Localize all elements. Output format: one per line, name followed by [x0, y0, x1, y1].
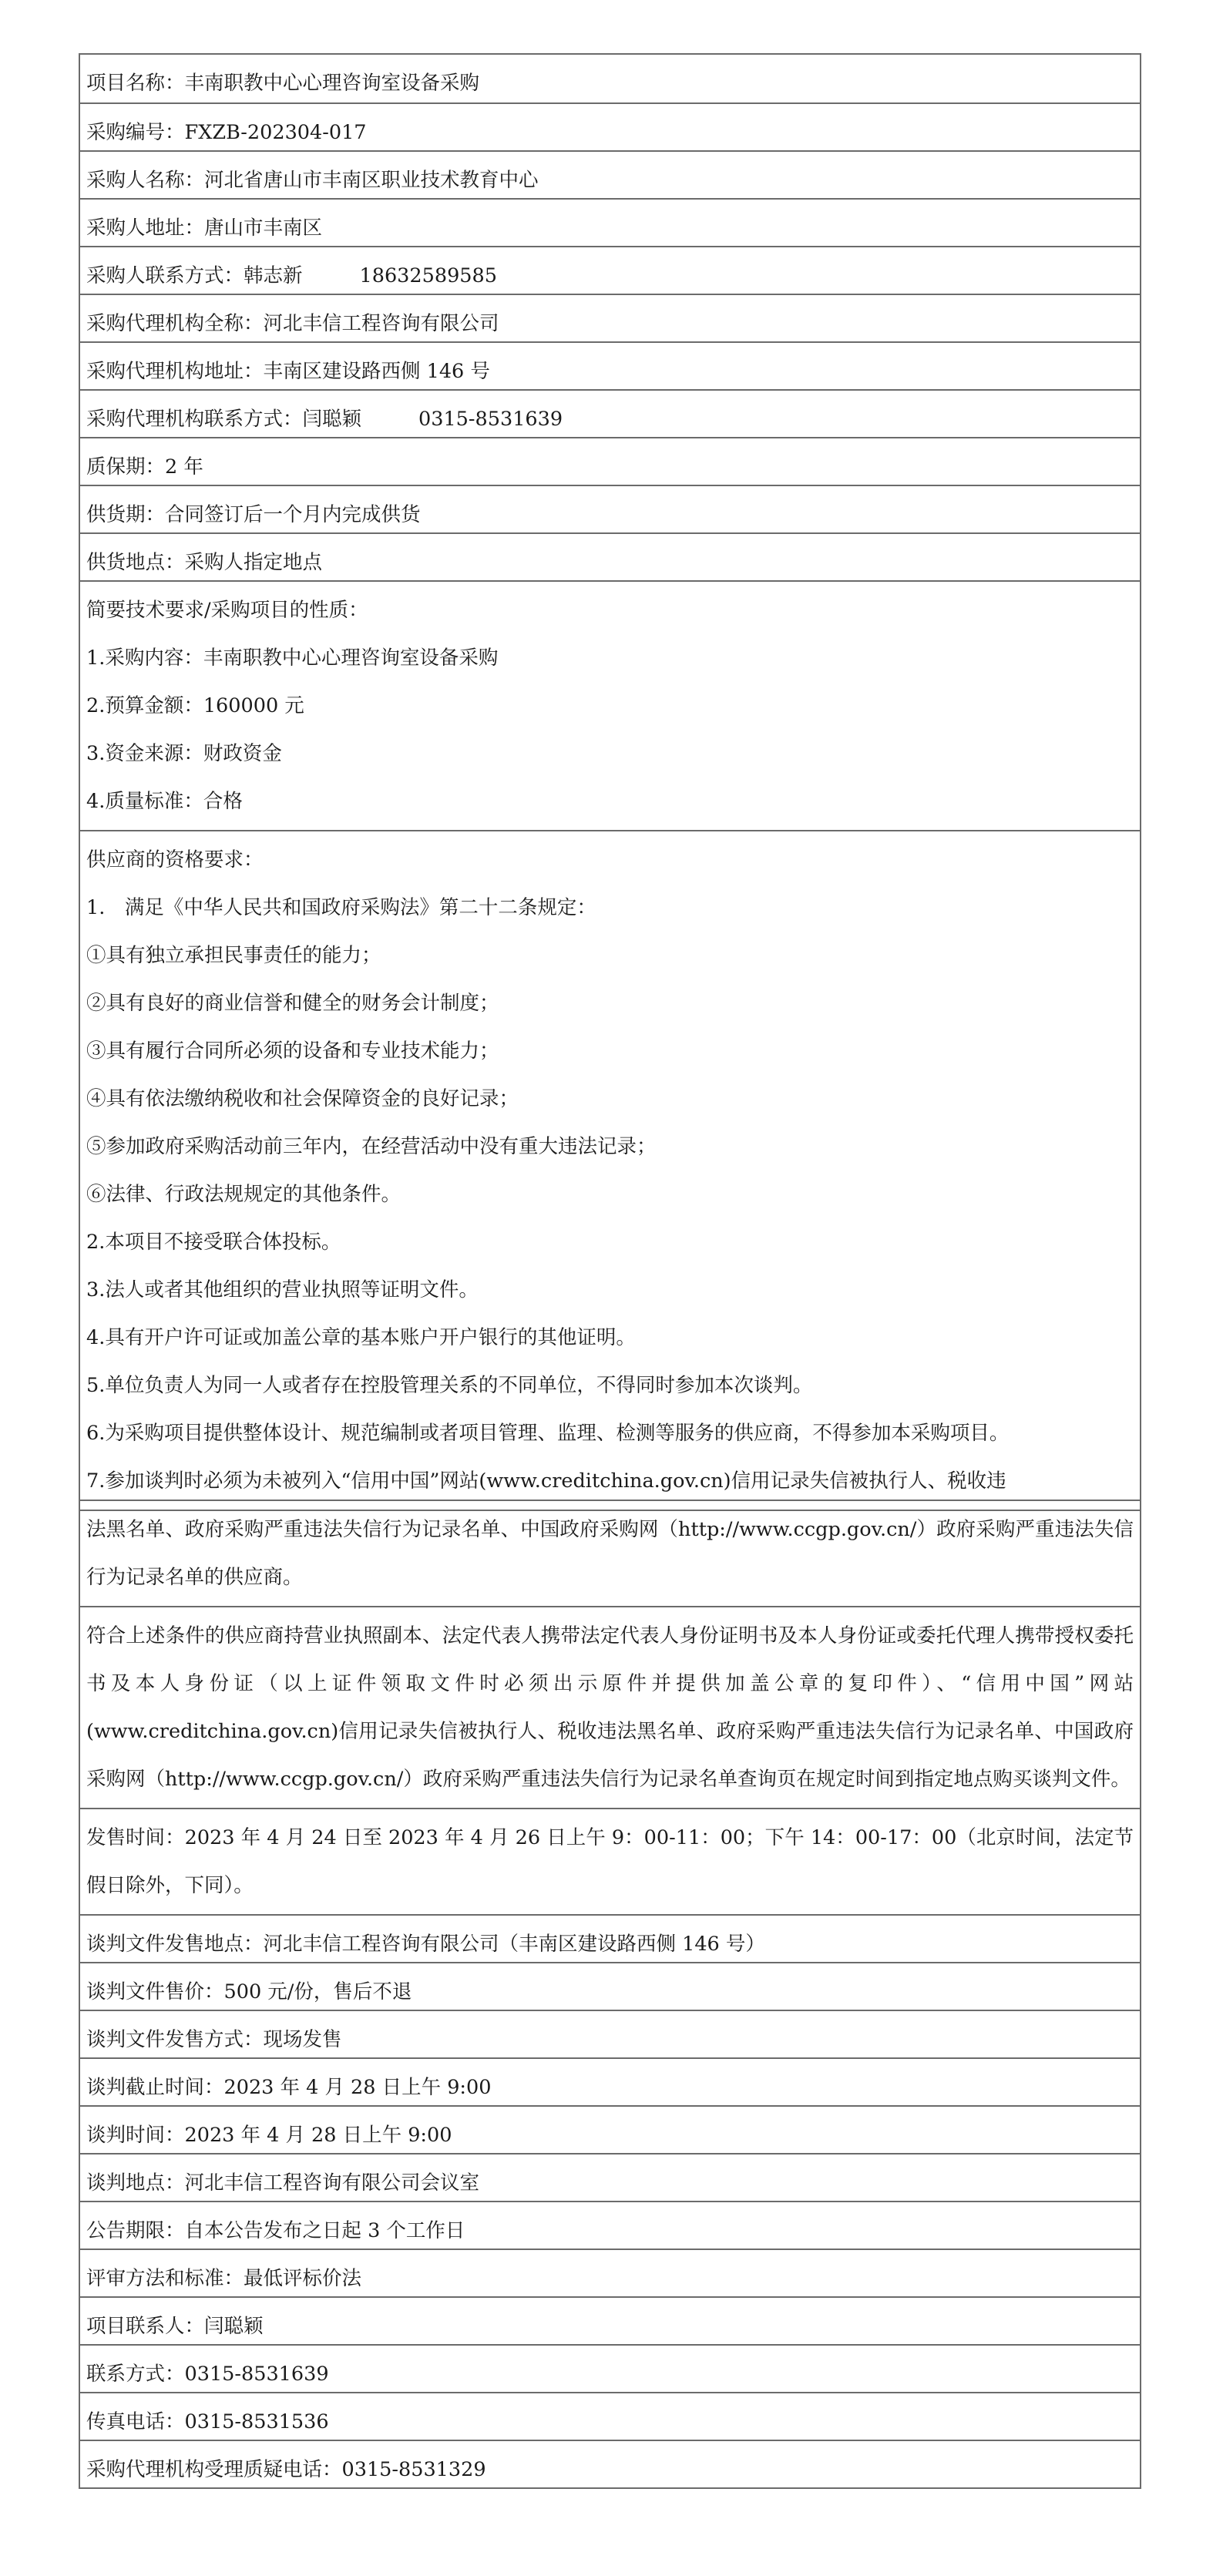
- qualification-item: 3.法人或者其他组织的营业执照等证明文件。: [86, 1278, 479, 1301]
- purchaser-address-row: [80, 198, 1140, 246]
- qualifications-heading: 供应商的资格要求：: [86, 848, 264, 872]
- qualification-item: ①具有独立承担民事责任的能力；: [86, 944, 381, 967]
- purchaser-name: 采购人名称：河北省唐山市丰南区职业技术教育中心: [86, 169, 539, 192]
- delivery-place-row: [80, 532, 1140, 580]
- qualification-item: ②具有良好的商业信誉和健全的财务会计制度；: [86, 992, 499, 1015]
- purchaser-contact-label: 采购人联系方式：韩志新: [86, 264, 303, 287]
- qualification-item: 5.单位负责人为同一人或者存在控股管理关系的不同单位，不得同时参加本次谈判。: [86, 1374, 813, 1397]
- tech-requirement-item: 3.资金来源：财政资金: [86, 742, 282, 765]
- procurement-info-table-page1: [79, 53, 1141, 1511]
- qualification-item: 4.具有开户许可证或加盖公章的基本账户开户银行的其他证明。: [86, 1326, 636, 1349]
- qualification-item: 6.为采购项目提供整体设计、规范编制或者项目管理、监理、检测等服务的供应商，不得参加本采购项目。: [86, 1422, 1010, 1445]
- project-name: 项目名称：丰南职教中心心理咨询室设备采购: [86, 72, 480, 95]
- evaluation-row: [80, 2249, 1140, 2296]
- procurement-no: 采购编号：FXZB-202304-017: [86, 121, 367, 144]
- tech-requirements-row: [80, 580, 1140, 830]
- purchaser-name-row: [80, 150, 1140, 198]
- agency-contact-phone: 0315-8531639: [418, 408, 563, 431]
- purchaser-address: 采购人地址：唐山市丰南区: [86, 217, 323, 240]
- sale-method-row: [80, 2010, 1140, 2057]
- tech-requirements-heading: 简要技术要求/采购项目的性质：: [86, 599, 368, 622]
- continuation-text: 法黑名单、政府采购严重违法失信行为记录名单、中国政府采购网（http://www.ccgp.gov.cn/）政府采购严重违法失信行为记录名单的供应商。: [86, 1518, 1134, 1589]
- qualification-item: 1. 满足《中华人民共和国政府采购法》第二十二条规定：: [86, 896, 596, 919]
- continuation-row: [80, 1501, 1140, 1606]
- qualification-item: ⑤参加政府采购活动前三年内，在经营活动中没有重大违法记录；: [86, 1135, 657, 1158]
- tech-requirement-item: 1.采购内容：丰南职教中心心理咨询室设备采购: [86, 647, 499, 670]
- sale-place-row: [80, 1914, 1140, 1962]
- qualification-item: ④具有依法缴纳税收和社会保障资金的良好记录；: [86, 1087, 519, 1110]
- sale-time-row: [80, 1808, 1140, 1914]
- evaluation: 评审方法和标准：最低评标价法: [86, 2267, 362, 2290]
- purchaser-contact-phone: 18632589585: [359, 264, 497, 287]
- delivery-period-row: [80, 485, 1140, 532]
- purchaser-contact-row: [80, 246, 1140, 294]
- purchase-conditions-text: 符合上述条件的供应商持营业执照副本、法定代表人携带法定代表人身份证明书及本人身份证或委托代理人携带授权委托书及本人身份证（以上证件领取文件时必须出示原件并提供加盖公章的复印件）、“信用中国”网站(www.creditchina.gov.cn)信用记录失信被执行人、税收违法黑名单、政府采购严重违法失信行为记录名单、中国政府采购网（http://www.ccgp.gov.cn/）政府采购严重违法失信行为记录名单查询页在规定时间到指定地点购买谈判文件。: [86, 1624, 1134, 1791]
- sale-time: 发售时间：2023 年 4 月 24 日至 2023 年 4 月 26 日上午 9：00-11：00；下午 14：00-17：00（北京时间，法定节假日除外，下同）。: [86, 1826, 1134, 1897]
- procurement-info-table-page2: [79, 1500, 1141, 2489]
- contact-phone-row: [80, 2344, 1140, 2392]
- tech-requirement-item: 4.质量标准：合格: [86, 790, 243, 813]
- contact-phone: 联系方式：0315-8531639: [86, 2363, 329, 2386]
- agency-contact-row: [80, 389, 1140, 437]
- sale-method: 谈判文件发售方式：现场发售: [86, 2028, 342, 2051]
- delivery-period: 供货期：合同签订后一个月内完成供货: [86, 503, 421, 526]
- fax: 传真电话：0315-8531536: [86, 2410, 329, 2433]
- qualification-item: ③具有履行合同所必须的设备和专业技术能力；: [86, 1039, 499, 1063]
- delivery-place: 供货地点：采购人指定地点: [86, 551, 323, 574]
- negotiation-place: 谈判地点：河北丰信工程咨询有限公司会议室: [86, 2171, 480, 2195]
- project-contact: 项目联系人：闫聪颖: [86, 2315, 264, 2338]
- qualification-item: 7.参加谈判时必须为未被列入“信用中国”网站(www.creditchina.gov.cn)信用记录失信被执行人、税收违: [86, 1469, 1006, 1493]
- qualification-item: 2.本项目不接受联合体投标。: [86, 1231, 341, 1254]
- tech-requirement-item: 2.预算金额：160000 元: [86, 694, 304, 717]
- deadline-row: [80, 2057, 1140, 2105]
- negotiation-time-row: [80, 2105, 1140, 2153]
- sale-place: 谈判文件发售地点：河北丰信工程咨询有限公司（丰南区建设路西侧 146 号）: [86, 1933, 765, 1956]
- agency-address: 采购代理机构地址：丰南区建设路西侧 146 号: [86, 360, 490, 383]
- agency-contact-label: 采购代理机构联系方式：闫聪颖: [86, 408, 362, 431]
- negotiation-place-row: [80, 2153, 1140, 2201]
- complaint-phone: 采购代理机构受理质疑电话：0315-8531329: [86, 2458, 486, 2481]
- price-row: [80, 1962, 1140, 2010]
- warranty: 质保期：2 年: [86, 455, 203, 479]
- procurement-no-row: [80, 102, 1140, 150]
- warranty-row: [80, 437, 1140, 485]
- purchase-conditions-row: [80, 1606, 1140, 1808]
- negotiation-time: 谈判时间：2023 年 4 月 28 日上午 9:00: [86, 2124, 452, 2147]
- project-contact-row: [80, 2296, 1140, 2344]
- notice-period: 公告期限：自本公告发布之日起 3 个工作日: [86, 2219, 465, 2242]
- qualification-item: ⑥法律、行政法规规定的其他条件。: [86, 1183, 402, 1206]
- agency-name: 采购代理机构全称：河北丰信工程咨询有限公司: [86, 312, 499, 335]
- fax-row: [80, 2392, 1140, 2440]
- agency-address-row: [80, 341, 1140, 389]
- project-name-row: [80, 55, 1140, 102]
- complaint-phone-row: [80, 2440, 1140, 2487]
- notice-period-row: [80, 2201, 1140, 2249]
- price: 谈判文件售价：500 元/份，售后不退: [86, 1980, 412, 2003]
- deadline: 谈判截止时间：2023 年 4 月 28 日上午 9:00: [86, 2076, 492, 2099]
- supplier-qualifications-row: [80, 830, 1140, 1510]
- agency-name-row: [80, 294, 1140, 341]
